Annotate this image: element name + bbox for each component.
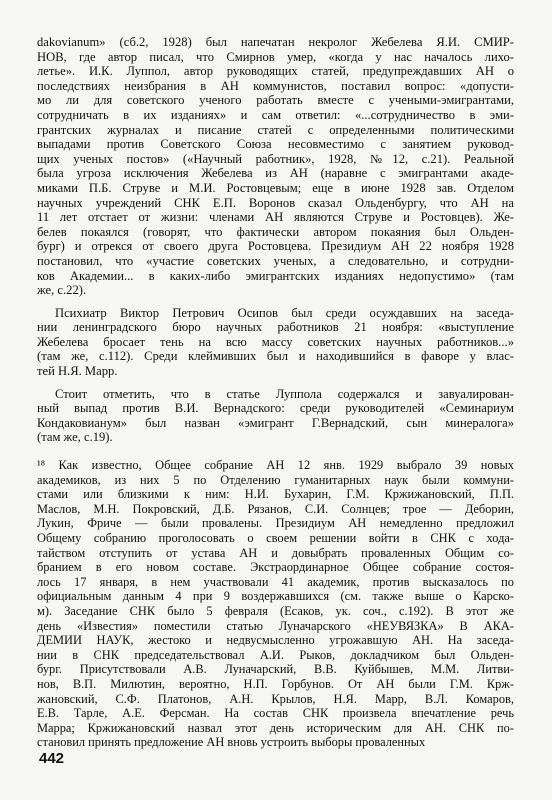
text-line: сотрудничать в их изданиях» и сам ответил: «...сотрудничество в эми- [37,107,514,122]
text-line: Марра; Кржижановский назвал этот день историческим для АН. СНК по- [37,720,514,735]
text-line: Общему собранию проголосовать о своем решении войти в СНК с хода- [37,531,514,545]
paragraph-3 [37,387,514,445]
paragraph-2 [37,306,514,379]
text-line: тайством отступить от устава АН и довыбрать проваленных Общим со- [37,545,514,560]
text-line: официальным данным 4 при 9 воздержавшихся (см. также выше о Карско- [37,589,514,604]
text-line: становил принять предложение АН вновь устроить выборы проваленных [37,735,426,750]
text-line: лось 17 января, в нем участвовали 41 академик, против высказалось по [37,574,514,589]
text-line: нии в СНК председательствовал А.И. Рыков, докладчиком был Ольден- [37,647,514,662]
text-line: жановский, С.Ф. Платонов, А.Н. Крылов, Н.Я. Марр, В.Л. Комаров, [37,691,514,706]
text-line: стами или близкими к ним: Н.И. Бухарин, Г.М. Кржижановский, П.П. [37,487,514,502]
page-number: 442 [39,750,65,767]
text-line: научных учреждений СНК Е.П. Воронов сказал Ольденбургу, что АН на [37,195,514,210]
text-line: щих ученых постов» («Научный работник», 1928, №12, с.21). Реальной [37,151,514,166]
text-line: 11 лет отстает от жизни: членами АН являются Струве и Ростовцев). Же- [37,210,514,225]
text-line: ¹⁸ Как известно, Общее собрание АН 12 янв. 1929 выбрало 39 новых [37,458,514,473]
text-line: выпадами против Советского Союза несовместимо с занятием руковод- [37,137,514,152]
text-line: тей Н.Я. Марр. [37,364,118,379]
text-line: постановил, что «участие советских ученых, а следовательно, и сотрудни- [37,253,514,268]
text-line: летье». И.К. Луппол, автор руководящих статей, предупреждавших АН о [37,64,514,79]
text-line: же, с.22). [37,283,87,298]
text-line: последствиях неизбрания в АН коммунистов, поставил вопрос: «допусти- [37,78,514,93]
text-line: Кондаковианум» был назван «эмигрант Г.Вернадский, сын минералога» [37,415,514,430]
text-line: Маслов, М.Н. Покровский, Д.Б. Рязанов, С.И. Солнцев; трое — Деборин, [37,501,514,516]
text-line: Лукин, Фриче — были провалены. Президиум АН немедленно предложил [37,516,514,531]
text-line: Е.В. Тарле, А.Е. Ферсман. На состав СНК произвела впечатление речь [37,706,514,721]
text-line: Стоит отметить, что в статье Луппола содержался и завуалирован- [55,386,514,401]
paragraph-gap [37,298,514,306]
text-line: академиков, из них 5 по Отделению гуманитарных наук были коммуни- [37,472,514,487]
footnote-18 [37,458,514,750]
text-line: мо ли для советского ученого работать вместе с учеными-эмигрантами, [37,93,514,108]
text-line: ный выпад против В.И. Вернадского: среди руководителей «Семинариум [37,401,514,416]
text-line: миками П.Б. Струве и М.И. Ростовцевым; еще в июне 1928 зав. Отделом [37,180,514,195]
text-line: dakovianum» (сб.2, 1928) был напечатан некролог Жебелева Я.И. СМИР- [37,35,514,49]
text-line: ков Академии... в каких-либо эмигрантских изданиях недопустимо» (там [37,268,514,283]
text-line: (там же, с.112). Среди клеймивших был и находившийся в фаворе у влас- [37,349,514,364]
text-line: была угроза исключения Жебелева из АН (наравне с эмигрантами акаде- [37,166,514,181]
text-line: ДЕМИИ НАУК, жестоко и недвусмысленно угрожавшую АН. На заседа- [37,633,514,648]
text-line: (там же, с.19). [37,430,113,445]
text-block [37,35,514,750]
text-line: НОВ, где автор писал, что Смирнов умер, «когда у нас началось лихо- [37,49,514,64]
text-line: бранием в его новом составе. Экстраординарное Общее собрание состоя- [37,560,514,575]
text-line: Психиатр Виктор Петрович Осипов был среди осуждавших на заседа- [55,305,514,320]
footnote-gap [37,445,514,458]
text-line: Жебелева бросает тень на всю массу советских научных работников...» [37,334,514,349]
text-line: нов, В.П. Милютин, вероятно, Н.П. Горбунов. От АН были Г.М. Крж- [37,676,514,691]
text-line: м). Заседание СНК было 5 февраля (Есаков, ук. соч., с.192). В этот же [37,603,514,618]
paragraph-gap [37,379,514,387]
text-line: бург) и отрекся от своего друга Ростовцева. Президиум АН 22 ноября 1928 [37,239,514,254]
text-line: грантских журналах и писание статей с определенными политическими [37,122,514,137]
text-line: бург. Присутствовали А.В. Луначарский, В.В. Куйбышев, М.М. Литви- [37,662,514,677]
paragraph-1 [37,35,514,298]
text-line: нии ленинградского бюро научных работников 21 ноября: «выступление [37,320,514,335]
text-line: день «Известия» поместили статью Луначарского «НЕУВЯЗКА» В АКА- [37,618,514,633]
text-line: белев покаялся (говорят, что фактически автором покаяния был Ольден- [37,224,514,239]
